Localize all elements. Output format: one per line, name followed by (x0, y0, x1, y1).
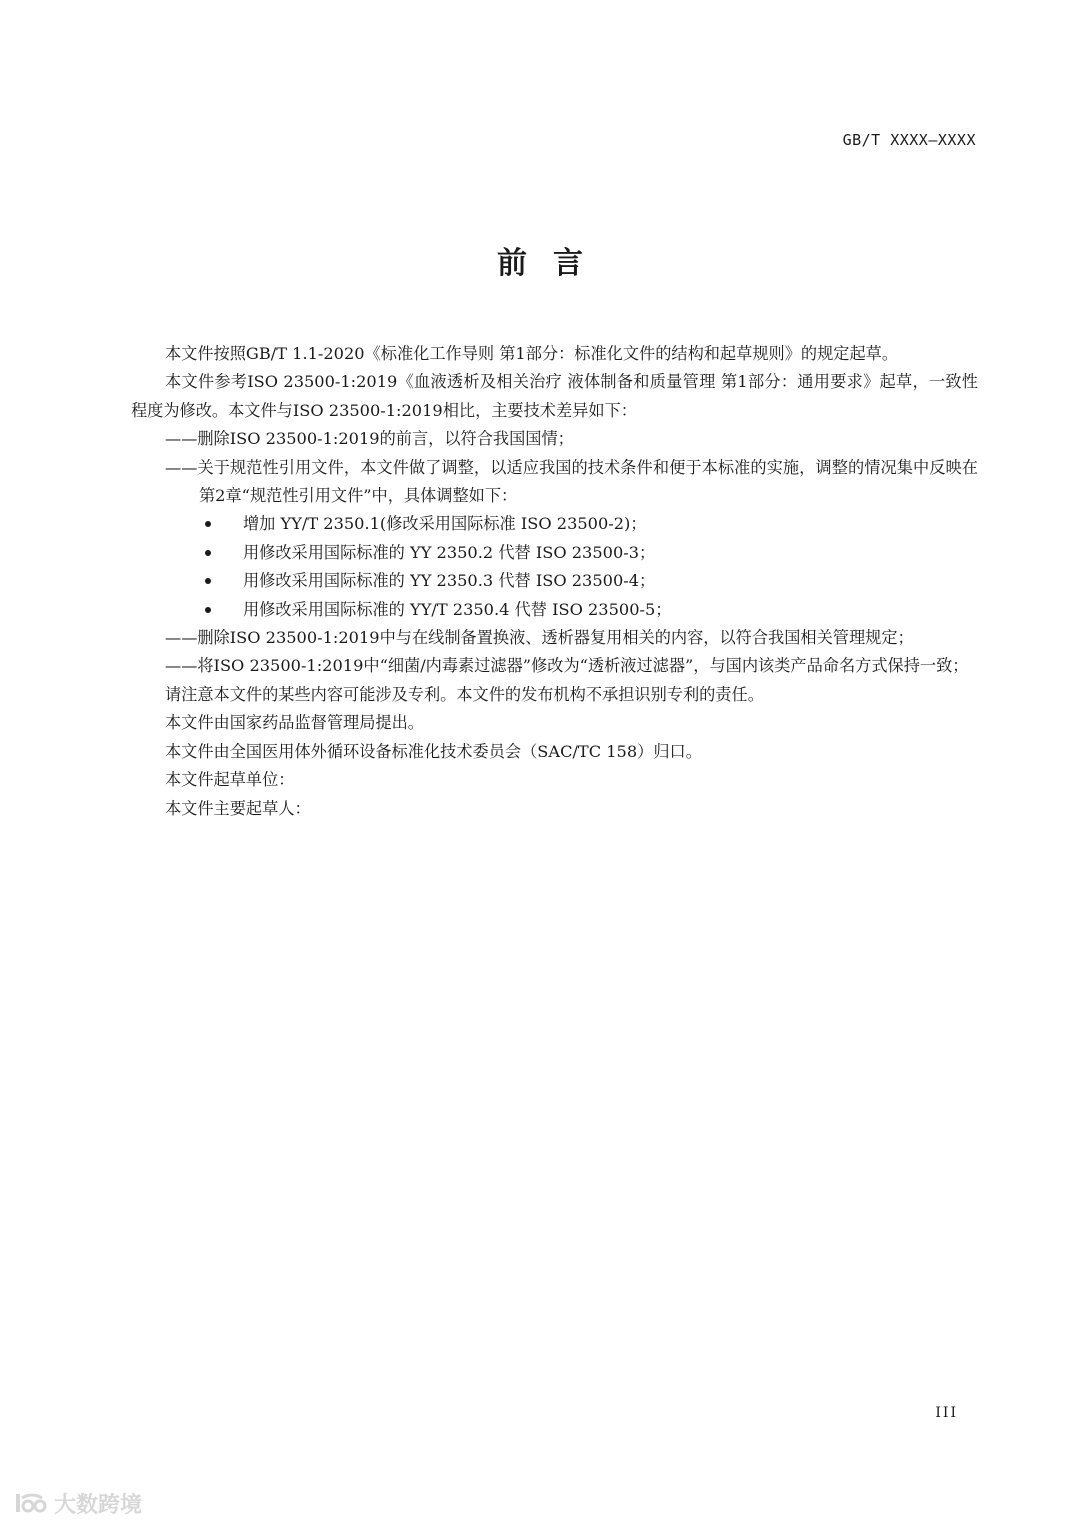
list-item-text: 用修改采用国际标准的 YY 2350.2 代替 ISO 23500-3； (243, 542, 656, 562)
page-title: 前言 (497, 246, 609, 281)
difference-item-online-preparation: ——删除ISO 23500-1:2019中与在线制备置换液、透析器复用相关的内容，以符合我国相关管理规定； (165, 628, 914, 648)
difference-item-filter-naming: ——将ISO 23500-1:2019中“细菌/内毒素过滤器”修改为“透析液过滤器”，与国内该类产品命名方式保持一致； (165, 656, 969, 676)
list-item-text: 增加 YY/T 2350.1(修改采用国际标准 ISO 23500-2)； (243, 514, 647, 534)
paragraph-committee: 本文件由全国医用体外循环设备标准化技术委员会（SAC/TC 158）归口。 (165, 741, 702, 761)
bullet-icon (205, 550, 211, 556)
bullet-icon (205, 607, 211, 613)
bullet-icon (205, 521, 211, 527)
difference-item-preface: ——删除ISO 23500-1:2019的前言，以符合我国国情； (165, 429, 574, 449)
paragraph-proposer: 本文件由国家药品监督管理局提出。 (165, 713, 424, 733)
list-item-text: 用修改采用国际标准的 YY/T 2350.4 代替 ISO 23500-5； (243, 599, 672, 619)
paragraph-drafters: 本文件主要起草人： (165, 798, 311, 818)
adjustment-list (131, 510, 978, 624)
foreword-body (131, 340, 978, 823)
difference-item-normative-references: ——关于规范性引用文件，本文件做了调整，以适应我国的技术条件和便于本标准的实施，调整的情况集中反映在第2章“规范性引用文件”中，具体调整如下： (165, 457, 978, 506)
paragraph-patent-notice: 请注意本文件的某些内容可能涉及专利。本文件的发布机构不承担识别专利的责任。 (165, 684, 764, 704)
watermark-text: 大数跨境 (54, 1493, 143, 1518)
list-item (205, 539, 978, 567)
watermark-logo-icon (10, 1490, 50, 1518)
paragraph-reference: 本文件参考ISO 23500-1:2019《血液透析及相关治疗 液体制备和质量管理 第1部分：通用要求》起草，一致性程度为修改。本文件与ISO 23500-1:2019相比，主要技术差异如下： (131, 372, 978, 420)
bullet-icon (205, 578, 211, 584)
page-number: III (935, 1405, 958, 1421)
standard-code: GB/T XXXX—XXXX (842, 131, 976, 149)
paragraph-basis: 本文件按照GB/T 1.1-2020《标准化工作导则 第1部分：标准化文件的结构和起草规则》的规定起草。 (165, 344, 899, 363)
list-item-text: 用修改采用国际标准的 YY 2350.3 代替 ISO 23500-4； (243, 571, 656, 591)
watermark (10, 1488, 142, 1519)
list-item (205, 596, 978, 624)
paragraph-drafting-units: 本文件起草单位： (165, 770, 295, 790)
list-item (205, 567, 978, 595)
list-item (205, 510, 978, 538)
